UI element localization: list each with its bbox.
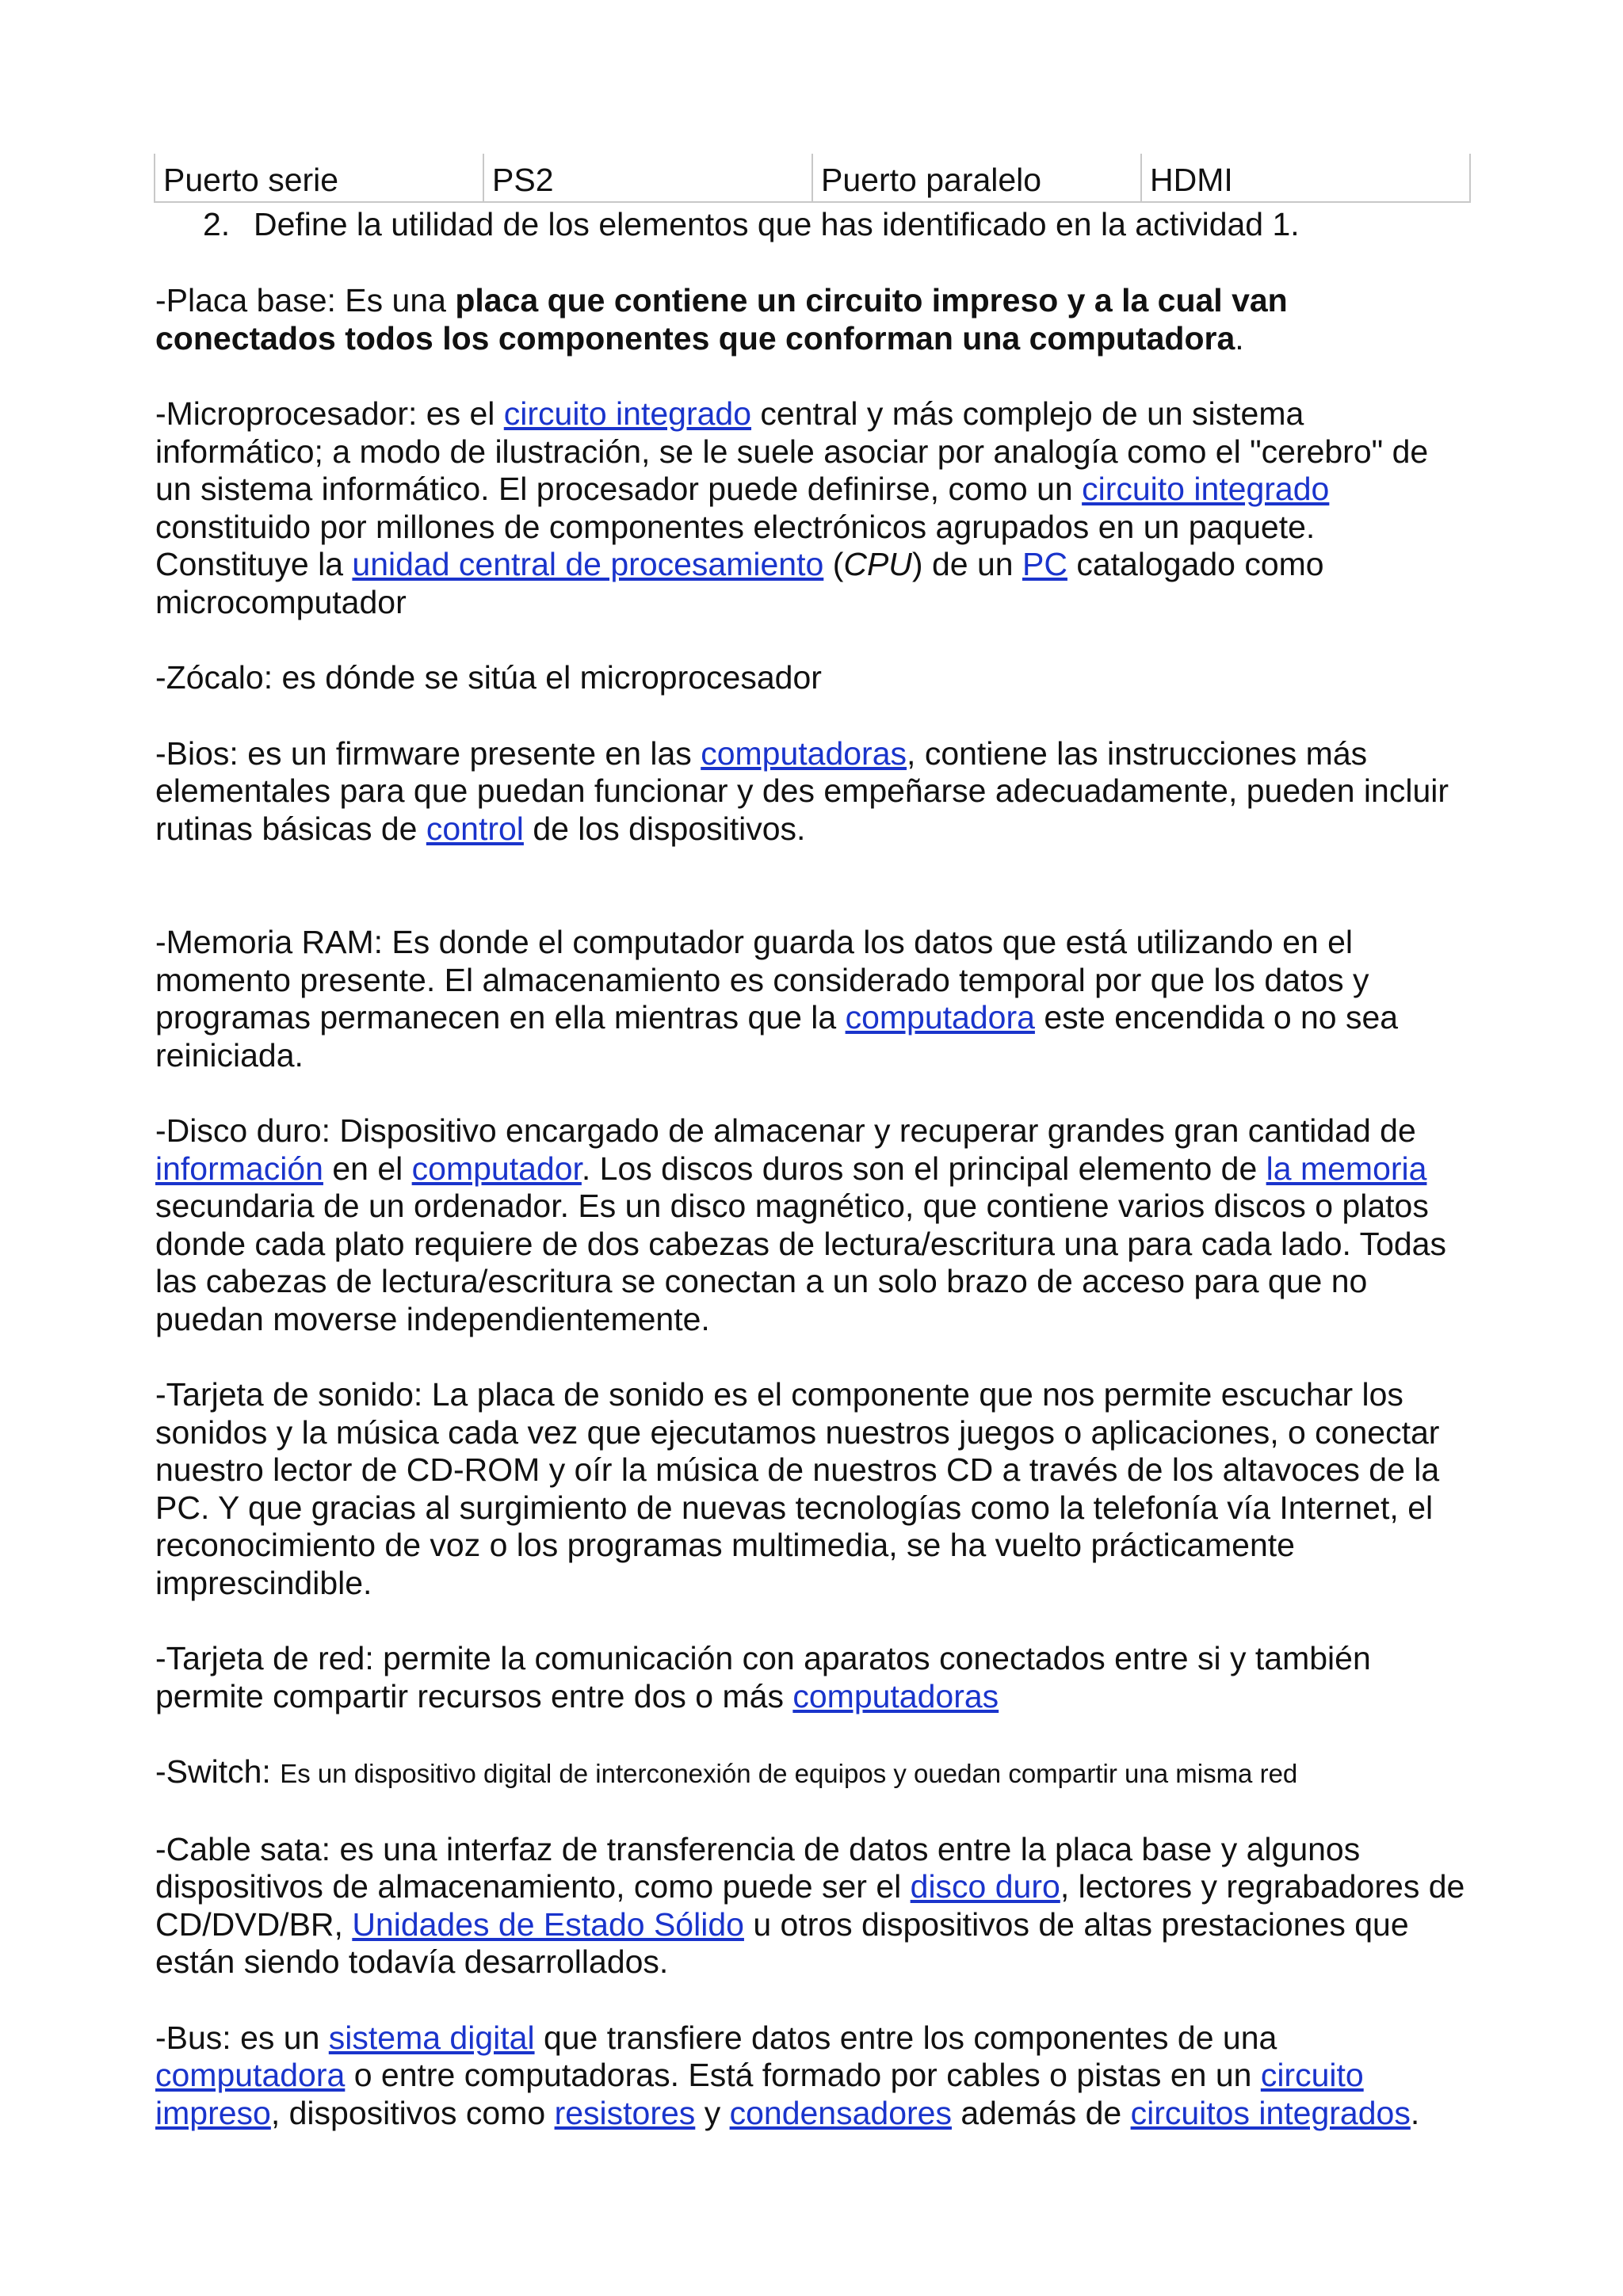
link-computadora-bus[interactable]: computadora xyxy=(155,2057,346,2093)
paragraph-switch xyxy=(155,1753,1471,1793)
paragraph-memoria-ram xyxy=(155,924,1471,1074)
text: que transfiere datos entre los componentes de una xyxy=(534,2019,1277,2056)
table-row xyxy=(155,154,1470,202)
small-text: Es un dispositivo digital de interconexión de equipos y ouedan compartir una misma red xyxy=(280,1759,1298,1788)
text: ) de un xyxy=(911,546,1022,582)
link-circuito-integrado[interactable]: circuito integrado xyxy=(503,395,752,432)
link-la-memoria[interactable]: la memoria xyxy=(1266,1150,1427,1187)
text: . xyxy=(1410,2094,1420,2131)
link-informacion[interactable]: información xyxy=(155,1150,323,1187)
paragraph-cable-sata xyxy=(155,1831,1471,1981)
text: -Switch: xyxy=(155,1753,281,1790)
text: , contiene las instrucciones más elementales para que puedan funcionar y des empeñarse adecuadamente, pueden incluir rutinas básicas de xyxy=(155,734,1449,847)
link-pc[interactable]: PC xyxy=(1022,546,1067,582)
link-circuitos-integrados[interactable]: circuitos integrados xyxy=(1130,2094,1411,2131)
paragraph-bus xyxy=(155,2019,1471,2133)
table-cell: PS2 xyxy=(483,154,812,202)
text: -Placa base: Es una xyxy=(155,282,456,318)
text: central y más complejo de un sistema informático; a modo de ilustración, se le suele asociar por analogía como el "cerebro" de un sistema informático. El procesador puede definirse, como un xyxy=(155,395,1429,507)
text: este encendida o no sea reiniciada. xyxy=(155,999,1399,1074)
table-cell: Puerto paralelo xyxy=(812,154,1141,202)
text: u otros dispositivos de altas prestaciones que están siendo todavía desarrollados. xyxy=(155,1905,1409,1980)
text: -Memoria RAM: Es donde el computador guarda los datos que está utilizando en el momento presente. El almacenamiento es considerado temporal por que los datos y programas permanecen en ella mientras que la xyxy=(155,924,1369,1035)
link-resistores[interactable]: resistores xyxy=(554,2094,696,2131)
italic-text: CPU xyxy=(843,546,912,582)
text: -Tarjeta de red: permite la comunicación con aparatos conectados entre si y también permite compartir recursos entre dos o más xyxy=(155,1640,1371,1714)
question-2 xyxy=(203,206,1300,243)
table-cell: Puerto serie xyxy=(155,154,483,202)
text: -Microprocesador: es el xyxy=(155,395,504,432)
link-circuito-integrado-2[interactable]: circuito integrado xyxy=(1082,471,1330,507)
paragraph-zocalo: -Zócalo: es dónde se sitúa el microprocesador xyxy=(155,659,822,696)
link-circuito-impreso[interactable]: circuito impreso xyxy=(155,2057,1364,2131)
link-unidades-estado-solido[interactable]: Unidades de Estado Sólido xyxy=(352,1905,744,1943)
text: secundaria de un ordenador. Es un disco magnético, que contiene varios discos o platos donde cada plato requiere de dos cabezas de lectura/escritura una para cada lado. Todas las cabezas de lectura/escritura se conectan a un solo brazo de acceso para que no puedan moverse independientemente. xyxy=(155,1188,1446,1337)
text: de los dispositivos. xyxy=(523,810,806,847)
text: -Bios: es un firmware presente en las xyxy=(155,734,701,772)
link-sistema-digital[interactable]: sistema digital xyxy=(328,2019,535,2056)
text: , lectores y regrabadores de CD/DVD/BR, xyxy=(155,1868,1465,1943)
paragraph-placa-base xyxy=(155,282,1471,357)
text: -Cable sata: es una interfaz de transferencia de datos entre la placa base y algunos dispositivos de almacenamiento, como puede ser el xyxy=(155,1830,1361,1905)
table-cell: HDMI xyxy=(1141,154,1470,202)
bold-text: placa que contiene un circuito impreso y a la cual van conectados todos los componentes que conforman una computadora xyxy=(155,282,1288,357)
text: en el xyxy=(323,1150,412,1187)
paragraph-bios xyxy=(155,735,1471,849)
link-computadora[interactable]: computadora xyxy=(845,999,1035,1035)
paragraph-microprocesador xyxy=(155,395,1471,621)
text: y xyxy=(695,2094,730,2131)
text: -Bus: es un xyxy=(155,2019,329,2056)
text: constituido por millones de componentes electrónicos agrupados en un paquete. Constituye la xyxy=(155,508,1316,582)
link-control[interactable]: control xyxy=(426,810,524,847)
list-number: 2. xyxy=(203,206,231,242)
paragraph-tarjeta-red xyxy=(155,1640,1471,1715)
ports-table xyxy=(154,154,1471,203)
text: además de xyxy=(951,2094,1131,2131)
paragraph-tarjeta-sonido: -Tarjeta de sonido: La placa de sonido es el componente que nos permite escuchar los sonidos y la música cada vez que ejecutamos nuestros juegos o aplicaciones, o conectar nuestro lector de CD-ROM y oír la música de nuestros CD a través de los altavoces de la PC. Y que gracias al surgimiento de nuevas tecnologías como la telefonía vía Internet, el reconocimiento de voz o los programas multimedia, se ha vuelto prácticamente imprescindible. xyxy=(155,1376,1440,1601)
text: , dispositivos como xyxy=(270,2094,555,2131)
text: ( xyxy=(823,546,844,582)
text: -Disco duro: Dispositivo encargado de almacenar y recuperar grandes gran cantidad de xyxy=(155,1112,1416,1149)
text: . xyxy=(1235,319,1244,357)
question-text: Define la utilidad de los elementos que has identificado en la actividad 1. xyxy=(254,206,1300,242)
paragraph-disco-duro xyxy=(155,1112,1471,1338)
link-condensadores[interactable]: condensadores xyxy=(729,2094,952,2131)
link-computadoras-red[interactable]: computadoras xyxy=(792,1677,999,1714)
text: . Los discos duros son el principal elemento de xyxy=(581,1150,1266,1187)
link-disco-duro[interactable]: disco duro xyxy=(910,1868,1060,1905)
link-computadoras[interactable]: computadoras xyxy=(701,734,907,772)
text: o entre computadoras. Está formado por cables o pistas en un xyxy=(345,2057,1261,2093)
link-unidad-central[interactable]: unidad central de procesamiento xyxy=(352,546,824,582)
link-computador[interactable]: computador xyxy=(411,1150,582,1187)
document-body xyxy=(155,282,1471,2132)
text: catalogado como microcomputador xyxy=(155,546,1324,620)
